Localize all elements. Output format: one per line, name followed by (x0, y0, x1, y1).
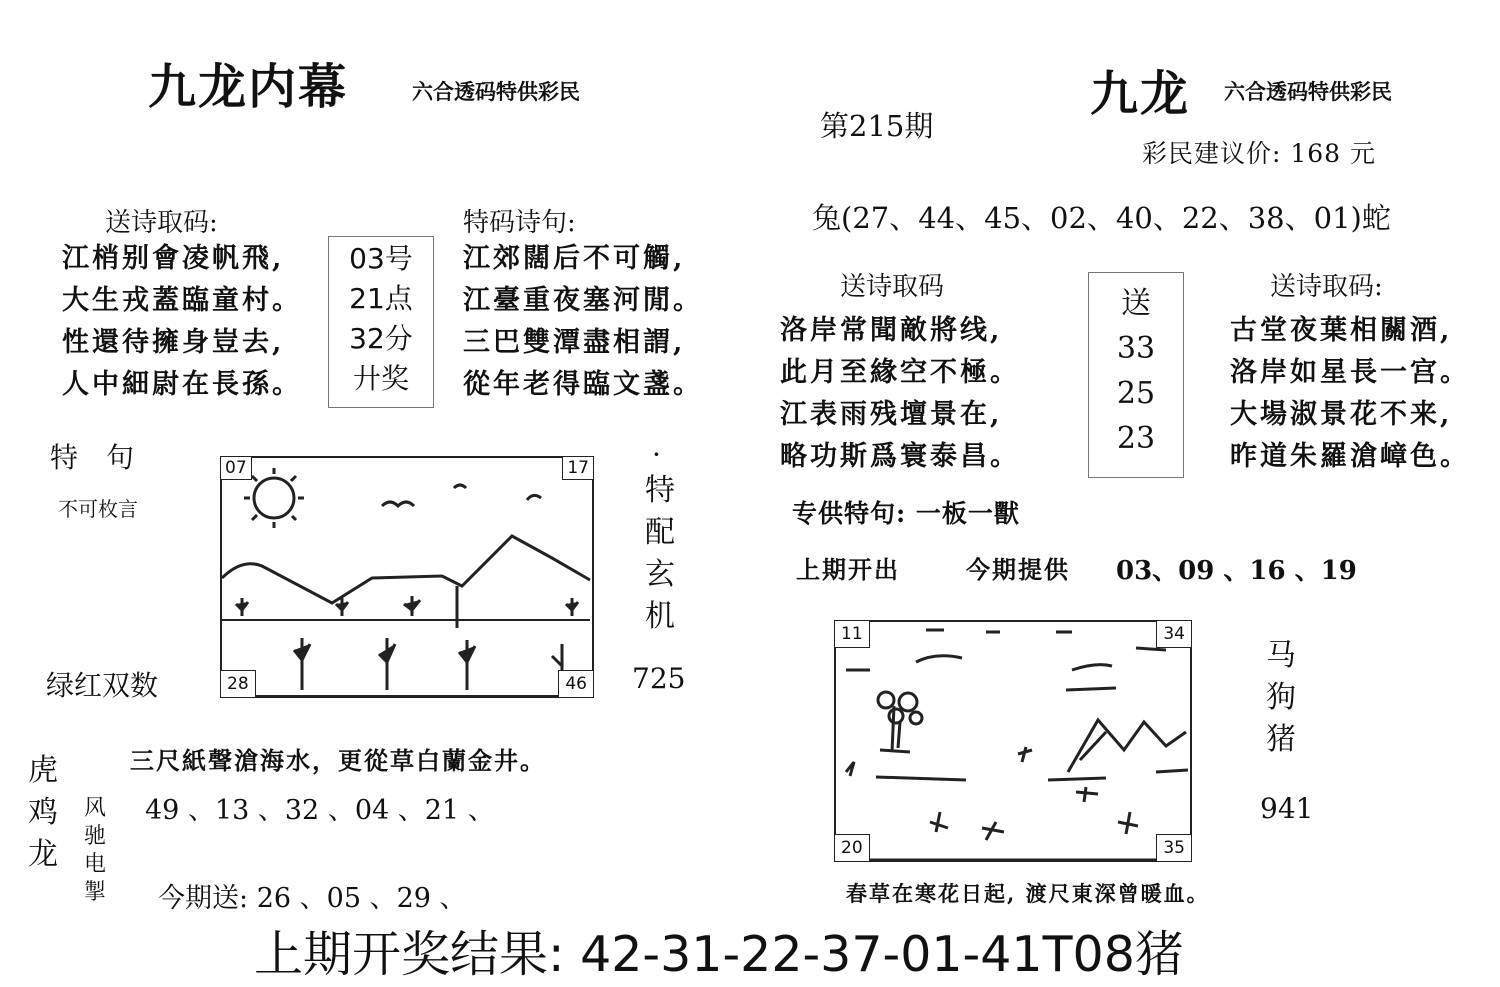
right-corner-number: 35 (1156, 834, 1192, 862)
right-zodiac-char: 猪 (1266, 722, 1296, 757)
right-poem-line: 略功斯爲寰泰昌。 (780, 441, 1020, 472)
left-zodiac-char: 龙 (28, 837, 58, 872)
right-sketch-drawing (836, 622, 1190, 860)
left-special-poem (463, 238, 703, 406)
right-poem-line: 古堂夜葉相關酒, (1230, 315, 1453, 346)
right-poem-line: 大場淑景花不来, (1230, 399, 1453, 430)
left-fengchi-char: 驰 (84, 824, 107, 849)
right-corner-number: 11 (834, 620, 870, 648)
left-jinqi-label: 今期送: (158, 883, 249, 914)
right-hint-box (1088, 272, 1184, 478)
left-jinqi-numbers: 26 、05 、29 、 (256, 883, 467, 914)
left-tepei-char: 玄 (645, 557, 675, 592)
right-box-line: 送 (1121, 286, 1151, 321)
right-title: 九龙 (1090, 66, 1191, 122)
left-sketch-drawing (222, 458, 592, 696)
right-shangqi: 上期开出 (796, 555, 900, 584)
left-poem-line: 江梢别會凌帆飛, (62, 243, 285, 274)
left-corner-number: 07 (220, 456, 252, 480)
right-box-line: 25 (1116, 376, 1156, 411)
left-hujilong (28, 750, 58, 876)
left-corner-number: 46 (558, 670, 594, 698)
left-poem-heading: 送诗取码: (105, 208, 218, 238)
right-zhuangong: 专供特句: 一板一獸 (792, 499, 1020, 528)
right-tu-she: 兔(27、44、45、02、40、22、38、01)蛇 (812, 201, 1391, 235)
left-poem-line: 人中細尉在長孫。 (62, 369, 302, 400)
left-tepei-char: 特 (645, 473, 675, 508)
right-poem-line: 江表雨残壇景在, (780, 399, 1003, 430)
right-box-line: 23 (1116, 421, 1156, 456)
left-te-ju-note: 不可枚言 (58, 497, 138, 521)
left-poem-line: 性還待擁身豈去, (62, 327, 285, 358)
left-tepei-char: 配 (645, 515, 675, 550)
left-fengchi (84, 795, 106, 907)
right-poem-heading-right: 送诗取码: (1270, 272, 1383, 302)
right-poem-line: 洛岸常聞敵將线, (780, 315, 1003, 346)
right-zodiac-char: 狗 (1266, 680, 1296, 715)
left-tepei-dot: · (652, 438, 661, 471)
right-corner-number: 34 (1156, 620, 1192, 648)
left-special-heading: 特码诗句: (463, 208, 576, 238)
right-poem-left (780, 310, 1020, 478)
left-special-line: 三巴雙潭盡相謂, (463, 327, 686, 358)
left-bottom-poem: 三尺紙聲滄海水，更從草白蘭金井。 (130, 746, 546, 775)
left-corner-number: 28 (220, 670, 256, 698)
right-poem-line: 昨道朱羅滄嶂色。 (1230, 441, 1470, 472)
left-fengchi-char: 风 (84, 796, 107, 821)
left-special-line: 江臺重夜塞河閒。 (463, 285, 703, 316)
right-subtitle: 六合透码特供彩民 (1224, 79, 1392, 104)
left-numbers-row: 49 、13 、32 、04 、21 、 (145, 795, 495, 826)
left-special-line: 從年老得臨文盞。 (463, 369, 703, 400)
right-issue: 第215期 (820, 109, 934, 143)
left-poem (62, 238, 302, 406)
right-poem-right (1230, 310, 1470, 478)
right-number-941: 941 (1260, 792, 1314, 825)
right-corner-number: 20 (834, 834, 870, 862)
left-hint-box (328, 236, 434, 408)
left-title: 九龙内幕 (148, 59, 349, 115)
right-box-line: 33 (1116, 331, 1156, 366)
left-te-ju: 特 句 (50, 441, 135, 474)
left-fengchi-char: 电 (84, 852, 107, 877)
left-tepei-vertical (640, 470, 680, 638)
left-zodiac-char: 虎 (28, 753, 58, 788)
left-box-line: 21点 (349, 282, 413, 315)
right-sketch-picture (834, 620, 1192, 862)
left-lv-hong: 绿红双数 (46, 669, 159, 702)
left-jinqi (158, 876, 467, 915)
right-poem-heading-left: 送诗取码 (840, 272, 945, 302)
right-zodiac-char: 马 (1266, 638, 1296, 673)
left-zodiac-char: 鸡 (28, 795, 58, 830)
right-poem-line: 洛岸如星長一宫。 (1230, 357, 1470, 388)
right-jinqi-tigong: 今期提供 (966, 555, 1070, 584)
left-corner-number: 17 (562, 456, 594, 480)
left-sketch-picture (220, 456, 594, 698)
left-box-line: 03号 (349, 242, 413, 275)
right-tigong-numbers: 03、09 、16 、19 (1116, 556, 1357, 586)
footer-result: 上期开奖结果: 42-31-22-37-01-41T08猪 (254, 926, 1184, 983)
left-box-line: 32分 (349, 322, 413, 355)
left-box-line: 廾奖 (352, 362, 409, 395)
left-fengchi-char: 掣 (84, 880, 107, 905)
right-mgz (1266, 635, 1296, 761)
left-subtitle: 六合透码特供彩民 (412, 79, 580, 104)
right-poem-line: 此月至緣空不極。 (780, 357, 1020, 388)
left-tepei-char: 机 (645, 599, 675, 634)
left-special-line: 江郊闊后不可觸, (463, 243, 686, 274)
left-poem-line: 大生戎蓋臨童村。 (62, 285, 302, 316)
left-number-725: 725 (632, 662, 686, 695)
right-bottom-poem: 春草在寒花日起, 渡尺東深曾暖血。 (846, 881, 1210, 906)
right-price: 彩民建议价: 168 元 (1142, 139, 1377, 168)
